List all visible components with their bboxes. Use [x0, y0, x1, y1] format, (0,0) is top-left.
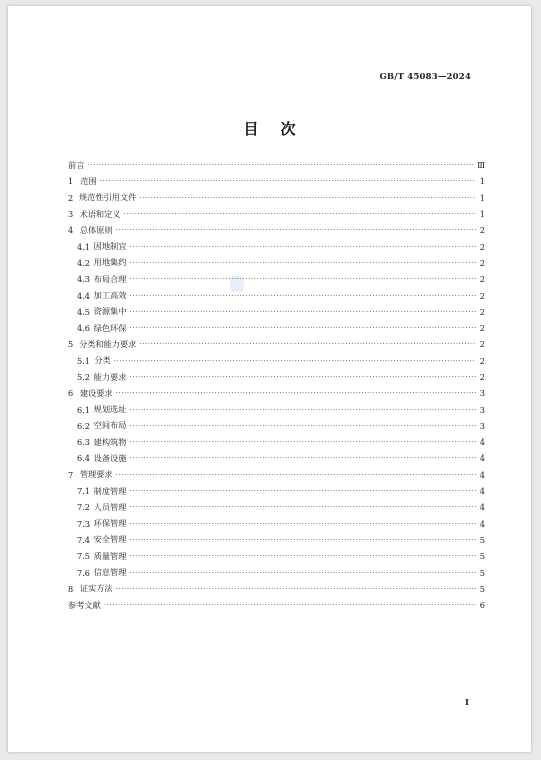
toc-leader-dots: [129, 569, 476, 577]
toc-entry-number: 7.1: [77, 486, 91, 497]
toc-entry-number: 6.2: [77, 420, 91, 431]
toc-leader-dots: [129, 487, 476, 495]
toc-entry-label: 证实方法: [79, 583, 113, 594]
toc-entry-label: 参考文献: [68, 599, 101, 610]
toc-entry-number: 7.6: [77, 567, 91, 578]
toc-entry-label: 因地制宜: [93, 241, 127, 252]
toc-entry-label: 范围: [80, 175, 97, 186]
toc-entry-number: 4.1: [77, 241, 91, 252]
toc-entry-number: 5.1: [77, 355, 91, 366]
toc-entry[interactable]: [68, 255, 485, 271]
toc-entry-label: 前言: [68, 159, 85, 170]
toc-leader-dots: [129, 454, 476, 462]
toc-leader-dots: [116, 585, 476, 593]
toc-leader-dots: [116, 389, 476, 397]
page-number: I: [465, 698, 469, 708]
toc-entry[interactable]: [68, 597, 485, 613]
toc-leader-dots: [116, 226, 476, 234]
toc-entry[interactable]: [68, 222, 485, 238]
toc-entry-label: 人员管理: [93, 501, 127, 512]
toc-entry-label: 环保管理: [93, 518, 127, 529]
toc-entry[interactable]: [68, 353, 485, 369]
toc-entry-label: 能力要求: [93, 371, 127, 382]
toc-entry[interactable]: [68, 320, 485, 336]
toc-entry-page: 2: [479, 323, 485, 334]
toc-entry-page: 6: [479, 600, 485, 611]
toc-entry-number: 7.2: [77, 502, 91, 513]
toc-entry-page: 4: [479, 453, 485, 464]
toc-leader-dots: [129, 243, 476, 251]
toc-entry[interactable]: [68, 173, 485, 189]
toc-entry-number: 8: [68, 583, 74, 594]
toc-leader-dots: [129, 520, 476, 528]
toc-entry-number: 4.5: [77, 306, 91, 317]
toc-entry[interactable]: [68, 287, 485, 303]
toc-entry[interactable]: [68, 157, 485, 173]
toc-leader-dots: [129, 324, 476, 332]
toc-entry[interactable]: [68, 516, 485, 532]
toc-entry-number: 4.4: [77, 290, 91, 301]
toc-entry[interactable]: [68, 548, 485, 564]
toc-entry-page: 4: [479, 469, 485, 480]
toc-entry-label: 规划选址: [93, 404, 127, 415]
toc-entry-page: Ⅲ: [477, 160, 485, 171]
toc-entry-number: 1: [68, 176, 74, 187]
toc-leader-dots: [139, 194, 476, 202]
toc-entry-label: 资源集中: [93, 306, 127, 317]
toc-entry-label: 建构筑物: [93, 436, 127, 447]
toc-entry-page: 4: [479, 502, 485, 513]
toc-entry-number: 6: [68, 388, 74, 399]
toc-entry-page: 2: [479, 241, 485, 252]
toc-entry[interactable]: [68, 271, 485, 287]
toc-entry-page: 1: [479, 209, 485, 220]
toc-entry-label: 设备设施: [93, 452, 127, 463]
toc-entry[interactable]: [68, 434, 485, 450]
toc-entry-number: 4.2: [77, 257, 91, 268]
toc-entry[interactable]: [68, 401, 485, 417]
toc-entry[interactable]: [68, 190, 485, 206]
toc-entry-number: 5.2: [77, 372, 91, 382]
toc-entry-label: 空间布局: [93, 420, 127, 431]
toc-entry-page: 2: [479, 339, 485, 350]
toc-entry[interactable]: [68, 238, 485, 254]
toc-entry-label: 总体原则: [79, 224, 113, 235]
toc-leader-dots: [129, 406, 476, 414]
toc-entry[interactable]: [68, 532, 485, 548]
toc-entry-page: 5: [479, 534, 485, 545]
toc-entry[interactable]: [68, 206, 485, 222]
toc-leader-dots: [124, 210, 477, 218]
toc-entry-label: 分类和能力要求: [79, 338, 137, 349]
toc-entry-label: 制度管理: [93, 485, 127, 496]
toc-entry-number: 7.5: [77, 551, 91, 562]
toc-leader-dots: [129, 422, 476, 430]
toc-leader-dots: [129, 373, 476, 381]
toc-entry[interactable]: [68, 450, 485, 466]
toc-leader-dots: [129, 292, 476, 300]
toc-entry-number: 6.3: [77, 437, 91, 448]
toc-entry-page: 2: [479, 257, 485, 268]
toc-entry-page: 5: [479, 551, 485, 562]
toc-entry-page: 2: [479, 225, 485, 236]
toc-entry-label: 质量管理: [93, 550, 127, 561]
toc-entry-label: 加工高效: [93, 290, 127, 301]
toc-entry-label: 信息管理: [93, 567, 127, 578]
toc-entry[interactable]: [68, 418, 485, 434]
toc-entry-label: 布局合理: [93, 273, 127, 284]
document-page: [8, 6, 531, 752]
toc-entry-number: 4: [68, 225, 74, 236]
toc-entry-label: 安全管理: [93, 534, 127, 545]
toc-entry-page: 5: [479, 583, 485, 594]
toc-entry-number: 7.3: [77, 518, 91, 529]
toc-entry[interactable]: [68, 467, 485, 483]
toc-leader-dots: [139, 340, 476, 348]
toc-entry-page: 2: [479, 290, 485, 301]
toc-entry-label: 建设要求: [79, 387, 113, 398]
toc-leader-dots: [129, 503, 476, 511]
toc-entry-number: 5: [68, 339, 74, 350]
toc-leader-dots: [129, 438, 476, 446]
toc-entry-page: 2: [479, 355, 485, 366]
toc-entry-page: 5: [479, 567, 485, 578]
toc-entry-page: 1: [479, 176, 485, 187]
toc-entry[interactable]: [68, 369, 485, 385]
toc-entry-page: 3: [479, 420, 485, 431]
toc-entry-label: 绿色环保: [93, 322, 127, 333]
toc-entry-page: 4: [479, 486, 485, 497]
toc-entry-label: 术语和定义: [79, 208, 121, 219]
toc-leader-dots: [129, 536, 476, 544]
toc-entry-number: 7: [68, 469, 74, 480]
toc-leader-dots: [129, 259, 476, 267]
toc-entry-number: 6.1: [77, 404, 91, 415]
toc-entry[interactable]: [68, 499, 485, 515]
toc-leader-dots: [129, 308, 476, 316]
toc-entry-page: 4: [479, 437, 485, 448]
toc-entry-number: 6.4: [77, 453, 91, 464]
toc-entry[interactable]: [68, 385, 485, 401]
toc-entry-label: 规范性引用文件: [79, 192, 137, 203]
toc-leader-dots: [114, 357, 476, 365]
toc-entry-page: 4: [479, 518, 485, 529]
document-code: GB/T 45083—2024: [379, 72, 471, 82]
toc-entry-label: 用地集约: [93, 257, 127, 268]
toc-entry-page: 3: [479, 388, 485, 399]
toc-leader-dots: [100, 177, 476, 185]
toc-entry-label: 分类: [94, 355, 111, 366]
toc-entry-page: 2: [479, 306, 485, 317]
toc-entry[interactable]: [68, 483, 485, 499]
toc-entry-page: 3: [479, 404, 485, 415]
toc-entry-page: 2: [479, 372, 485, 382]
toc-entry[interactable]: [68, 581, 485, 597]
toc-entry-number: 2: [68, 192, 74, 203]
toc-leader-dots: [129, 552, 476, 560]
toc-entry-number: 7.4: [77, 534, 91, 545]
toc-entry-page: 1: [479, 192, 485, 203]
toc-leader-dots: [129, 275, 476, 283]
toc-entry-number: 4.3: [77, 274, 91, 285]
toc-entry-number: 3: [68, 209, 74, 220]
toc-entry-label: 管理要求: [79, 469, 113, 480]
toc-entry[interactable]: [68, 564, 485, 580]
toc-entry[interactable]: [68, 304, 485, 320]
toc-leader-dots: [116, 471, 476, 479]
toc-entry-page: 2: [479, 274, 485, 285]
table-of-contents: [68, 157, 485, 613]
page-title: 目次: [243, 120, 318, 138]
toc-entry-number: 4.6: [77, 323, 91, 334]
toc-leader-dots: [104, 601, 476, 609]
toc-entry[interactable]: [68, 336, 485, 352]
toc-leader-dots: [87, 161, 474, 169]
